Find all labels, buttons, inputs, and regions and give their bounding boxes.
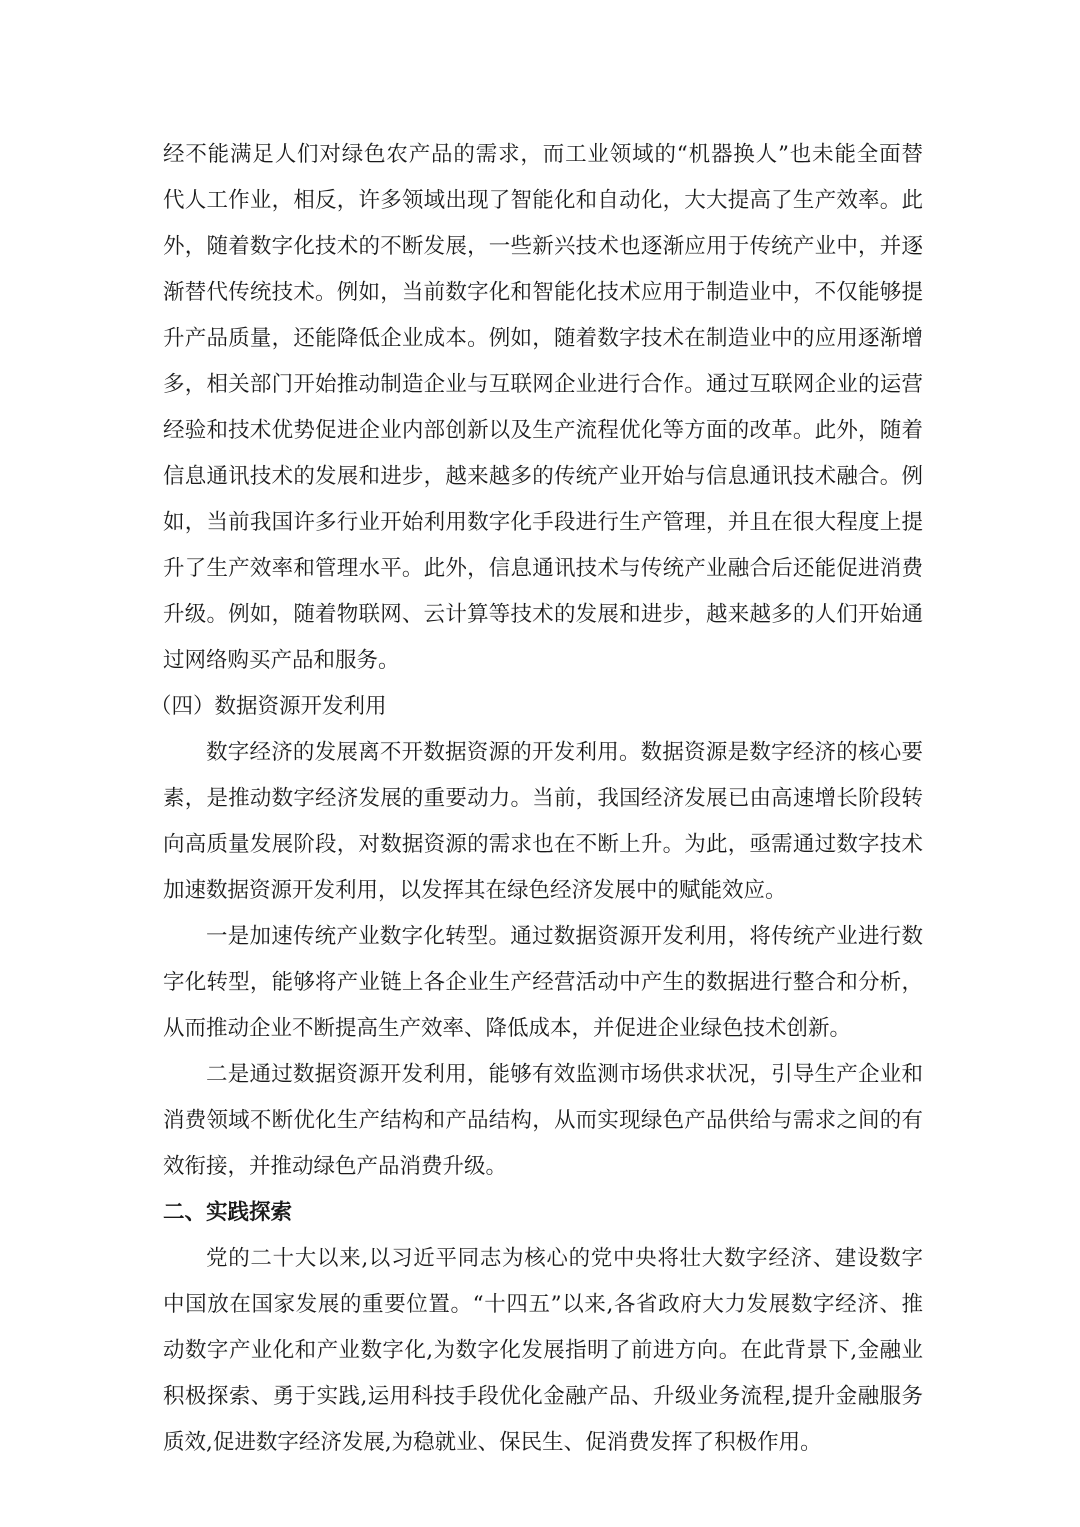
body-text-line: 加速数据资源开发利用，以发挥其在绿色经济发展中的赋能效应。 (163, 878, 787, 903)
body-text-line: 多，相关部门开始推动制造企业与互联网企业进行合作。通过互联网企业的运营 (163, 372, 923, 397)
body-text-line: 渐替代传统技术。例如，当前数字化和智能化技术应用于制造业中，不仅能够提 (163, 280, 923, 305)
body-text-line: 经不能满足人们对绿色农产品的需求，而工业领域的“机器换人”也未能全面替 (163, 142, 923, 167)
body-text-line: 消费领域不断优化生产结构和产品结构，从而实现绿色产品供给与需求之间的有 (163, 1108, 923, 1133)
body-text-line: 效衔接，并推动绿色产品消费升级。 (163, 1154, 508, 1179)
body-text-line: 代人工作业，相反，许多领域出现了智能化和自动化，大大提高了生产效率。此 (163, 188, 923, 213)
body-text-line: 外，随着数字化技术的不断发展，一些新兴技术也逐渐应用于传统产业中，并逐 (163, 234, 923, 259)
body-text-line: 升级。例如，随着物联网、云计算等技术的发展和进步，越来越多的人们开始通 (163, 602, 923, 627)
paragraph-first-line: 二是通过数据资源开发利用，能够有效监测市场供求状况，引导生产企业和 (206, 1062, 923, 1087)
body-text-line: 升产品质量，还能降低企业成本。例如，随着数字技术在制造业中的应用逐渐增 (163, 326, 923, 351)
body-text-line: 素，是推动数字经济发展的重要动力。当前，我国经济发展已由高速增长阶段转 (163, 786, 923, 811)
body-text-line: 如，当前我国许多行业开始利用数字化手段进行生产管理，并且在很大程度上提 (163, 510, 923, 535)
paragraph-first-line: 一是加速传统产业数字化转型。通过数据资源开发利用，将传统产业进行数 (206, 924, 923, 949)
body-text-line: 过网络购买产品和服务。 (163, 648, 400, 673)
body-text-line: 升了生产效率和管理水平。此外，信息通讯技术与传统产业融合后还能促进消费 (163, 556, 923, 581)
body-text-line: 从而推动企业不断提高生产效率、降低成本，并促进企业绿色技术创新。 (163, 1016, 852, 1041)
body-text-line: 字化转型，能够将产业链上各企业生产经营活动中产生的数据进行整合和分析， (163, 970, 923, 995)
body-text-line: 积极探索、勇于实践,运用科技手段优化金融产品、升级业务流程,提升金融服务 (163, 1384, 923, 1409)
paragraph-first-line: 党的二十大以来,以习近平同志为核心的党中央将壮大数字经济、建设数字 (206, 1246, 923, 1271)
paragraph-first-line: 数字经济的发展离不开数据资源的开发利用。数据资源是数字经济的核心要 (206, 740, 923, 765)
chapter-heading: 二、实践探索 (163, 1200, 293, 1225)
body-text-line: 中国放在国家发展的重要位置。“十四五”以来,各省政府大力发展数字经济、推 (163, 1292, 923, 1317)
body-text-line: 经验和技术优势促进企业内部创新以及生产流程优化等方面的改革。此外，随着 (163, 418, 923, 443)
body-text-line: 向高质量发展阶段，对数据资源的需求也在不断上升。为此，亟需通过数字技术 (163, 832, 923, 857)
body-text-line: 质效,促进数字经济发展,为稳就业、保民生、促消费发挥了积极作用。 (163, 1430, 822, 1455)
body-text-line: 信息通讯技术的发展和进步，越来越多的传统产业开始与信息通讯技术融合。例 (163, 464, 923, 489)
body-text-line: 动数字产业化和产业数字化,为数字化发展指明了前进方向。在此背景下,金融业 (163, 1338, 923, 1363)
section-heading: （四）数据资源开发利用 (150, 694, 387, 719)
